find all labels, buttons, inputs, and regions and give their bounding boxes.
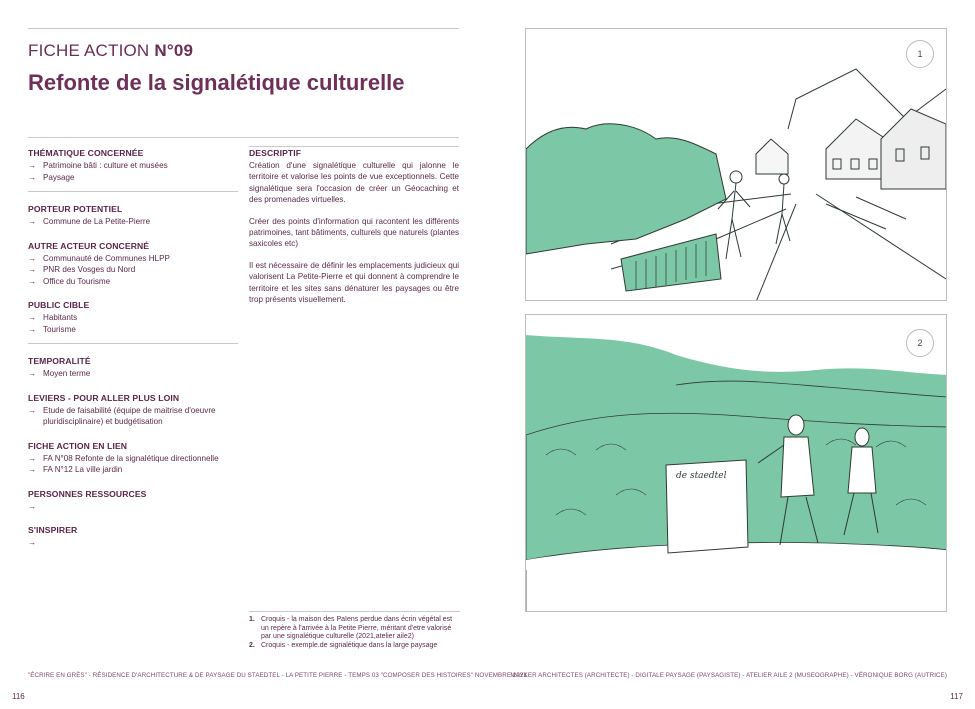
- caption-note: 1. Croquis - la maison des Païens perdue dans écrin végétal est un repère à l'arrivée à la Petite Pierre, méritant d'etre valorisé par une signalétique culturelle (2021,atelier aile2): [249, 616, 453, 641]
- item-text: Habitants: [43, 313, 78, 322]
- section-heading: THÉMATIQUE CONCERNÉE: [28, 148, 144, 158]
- item-text: Communauté de Communes HLPP: [43, 253, 170, 263]
- arrow-icon: →: [28, 276, 37, 286]
- info-section: [28, 441, 240, 476]
- info-section: [28, 148, 240, 183]
- arrow-icon: →: [28, 465, 37, 474]
- item-text: Etude de faisabilité (équipe de maitrise d'oeuvre pluridisciplinaire) et budgétisation: [43, 405, 216, 426]
- section-item: [28, 453, 240, 465]
- footer-left: "ÉCRIRE EN GRÈS" - RÉSIDENCE D'ARCHITECTURE & DE PAYSAGE DU STAEDTEL - LA PETITE PIERRE - TEMPS 03 "COMPOSER DES HISTOIRES" NOVEMBRE 2021: [28, 672, 528, 679]
- section-heading: AUTRE ACTEUR CONCERNÉ: [28, 240, 150, 251]
- sketch-street-view: [525, 28, 947, 301]
- descriptif-paragraph: Créer des points d'information qui racontent les différents patrimoines, tant bâtiments, culturels que naturels (plantes saxicoles etc): [249, 216, 459, 249]
- arrow-icon: →: [28, 538, 37, 547]
- sketch-landscape-sign: [525, 314, 947, 612]
- section-heading: PERSONNES RESSOURCES: [28, 488, 147, 499]
- section-item: [28, 501, 240, 513]
- item-text: FA N°08 Refonte de la signalétique directionnelle: [43, 453, 219, 463]
- item-text: Office du Tourisme: [43, 276, 111, 286]
- section-item: [28, 276, 240, 288]
- footer-right: MAYKER ARCHITECTES (ARCHITECTE) - DIGITALE PAYSAGE (PAYSAGISTE) - ATELIER AILE 2 (MUSEOGRAPHE) - VÉRONIQUE BORG (AUTRICE): [510, 672, 947, 679]
- top-rule: [28, 28, 459, 29]
- page-number-left: 116: [12, 692, 25, 701]
- arrow-icon: →: [28, 161, 37, 170]
- caption-notes: [249, 616, 461, 650]
- section-item: [28, 253, 240, 265]
- section-item: [28, 324, 240, 336]
- section-item: [28, 464, 240, 476]
- section-divider: [28, 191, 238, 192]
- arrow-icon: →: [28, 369, 37, 378]
- arrow-icon: →: [28, 453, 37, 463]
- section-item: [28, 160, 240, 172]
- item-text: Moyen terme: [43, 369, 91, 378]
- info-section: [28, 393, 240, 428]
- section-heading: PORTEUR POTENTIEL: [28, 204, 123, 214]
- section-item: [28, 172, 240, 184]
- item-text: Commune de La Petite-Pierre: [43, 217, 151, 226]
- arrow-icon: →: [28, 405, 37, 415]
- section-item: [28, 537, 240, 549]
- descriptif-rule: [249, 146, 459, 147]
- notes-rule: [249, 611, 460, 612]
- info-section: [28, 489, 240, 513]
- fiche-label: FICHE ACTION N°09: [28, 41, 194, 60]
- descriptif-heading: DESCRIPTIF: [249, 148, 302, 158]
- section-item: [28, 368, 240, 380]
- info-section: [28, 300, 240, 335]
- section-heading: S'INSPIRER: [28, 525, 78, 535]
- section-heading: FICHE ACTION EN LIEN: [28, 440, 128, 451]
- descriptif-column: [249, 148, 459, 315]
- descriptif-paragraph: Création d'une signalétique culturelle qui jalonne le territoire et valorise les points de vue exceptionnels. Cette signalétique sera l'occasion de créer un Géocaching et des promenades virtuelles.: [249, 161, 459, 205]
- item-text: Paysage: [43, 172, 75, 182]
- descriptif-paragraph: Il est nécessaire de définir les emplacements judicieux qui valorisent La Petite-Pierre et qui donnent à comprendre le territoire et les sites sans dénaturer les paysages ou être trop présents visuellement.: [249, 260, 459, 305]
- section-item: [28, 216, 240, 228]
- arrow-icon: →: [28, 217, 37, 226]
- section-item: [28, 312, 240, 324]
- arrow-icon: →: [28, 265, 37, 274]
- section-heading: PUBLIC CIBLE: [28, 300, 90, 310]
- sketch-2-drawing: [526, 315, 947, 612]
- section-item: [28, 264, 240, 276]
- info-section: [28, 356, 240, 380]
- item-text: PNR des Vosges du Nord: [43, 265, 136, 274]
- arrow-icon: →: [28, 172, 37, 182]
- section-item: [28, 405, 240, 428]
- arrow-icon: →: [28, 313, 37, 322]
- sketch-number-badge: 2: [906, 329, 934, 357]
- section-divider: [28, 343, 238, 344]
- section-heading: LEVIERS - POUR ALLER PLUS LOIN: [28, 392, 180, 403]
- page-number-right: 117: [950, 692, 963, 701]
- arrow-icon: →: [28, 501, 37, 511]
- item-text: Patrimoine bâti : culture et musées: [43, 161, 168, 170]
- arrow-icon: →: [28, 324, 37, 334]
- sign-text: de staedtel: [676, 471, 727, 481]
- item-text: Tourisme: [43, 324, 76, 334]
- header-rule: [28, 137, 459, 138]
- info-section: [28, 204, 240, 228]
- sketch-1-drawing: [526, 29, 947, 301]
- sketch-number-badge: 1: [906, 40, 934, 68]
- info-column: [28, 148, 240, 562]
- info-section: [28, 241, 240, 288]
- item-text: FA N°12 La ville jardin: [43, 465, 123, 474]
- section-heading: TEMPORALITÉ: [28, 356, 91, 366]
- arrow-icon: →: [28, 253, 37, 263]
- page-title: Refonte de la signalétique culturelle: [28, 70, 405, 95]
- caption-note: 2. Croquis - exemple.de signalétique dans la large paysage: [249, 641, 438, 649]
- info-section: [28, 525, 240, 549]
